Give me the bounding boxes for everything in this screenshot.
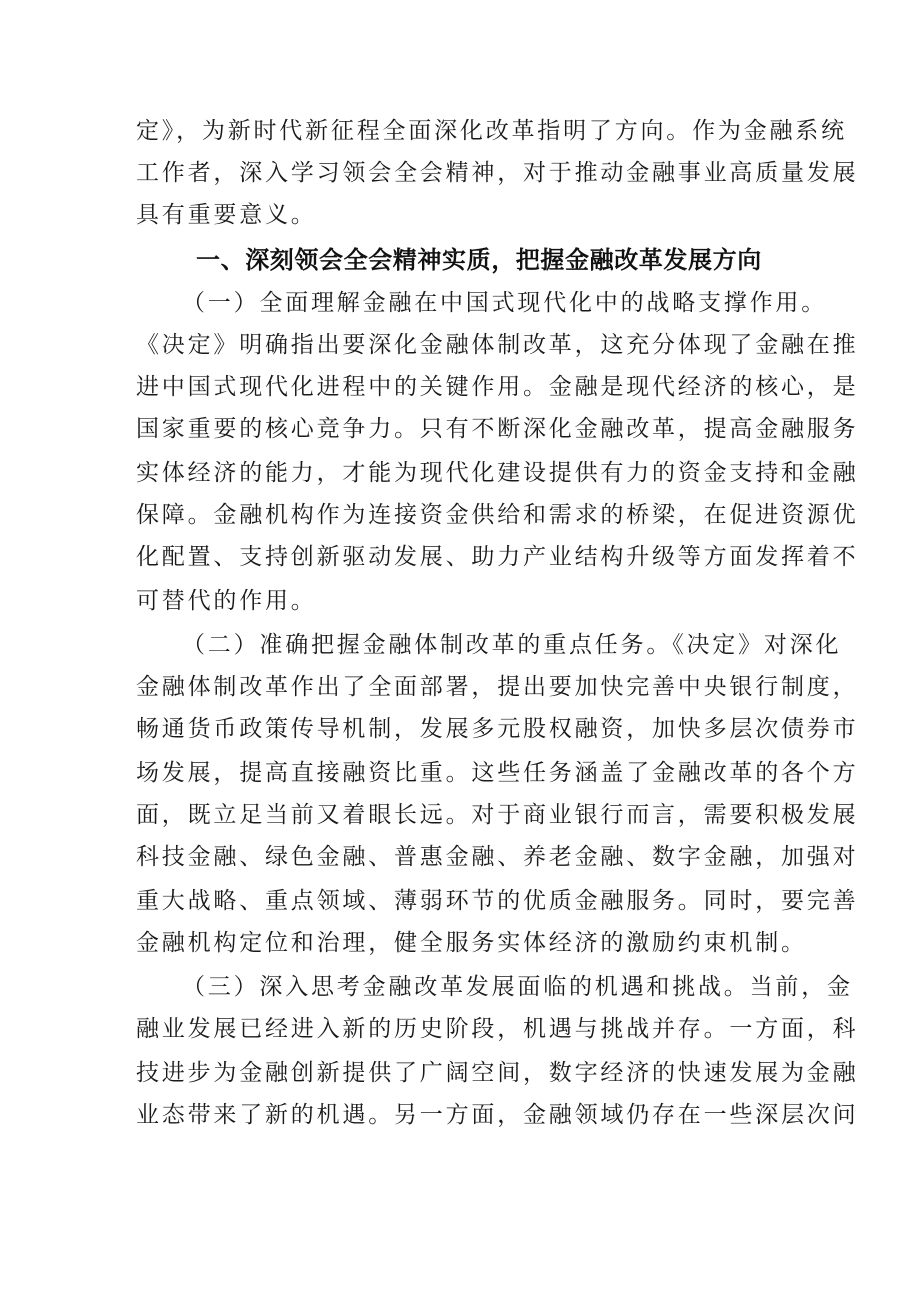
body-text-line: 进中国式现代化进程中的关键作用。金融是现代经济的核心，是: [136, 374, 859, 400]
body-text-line: 金融机构定位和治理，健全服务实体经济的激励约束机制。: [136, 930, 807, 956]
body-text-line: 畅通货币政策传导机制，发展多元股权融资，加快多层次债券市: [136, 716, 859, 742]
body-text-line: 《决定》明确指出要深化金融体制改革，这充分体现了金融在推: [136, 332, 859, 358]
section-heading: 一、深刻领会全会精神实质，把握金融改革发展方向: [196, 246, 762, 274]
body-text-line: 科技金融、绿色金融、普惠金融、养老金融、数字金融，加强对: [136, 844, 859, 870]
body-text-line: 融业发展已经进入新的历史阶段，机遇与挑战并存。一方面，科: [136, 1016, 859, 1042]
body-text-line: 工作者，深入学习领会全会精神，对于推动金融事业高质量发展: [136, 160, 859, 186]
body-text-line: 保障。金融机构作为连接资金供给和需求的桥梁，在促进资源优: [136, 502, 859, 528]
subsection-heading: （一）全面理解金融在中国式现代化中的战略支撑作用。: [182, 290, 827, 316]
body-text-line: 业态带来了新的机遇。另一方面，金融领域仍存在一些深层次问: [136, 1102, 859, 1128]
subsection-heading: （二）准确把握金融体制改革的重点任务。《决定》对深化: [182, 632, 842, 658]
subsection-heading: （三）深入思考金融改革发展面临的机遇和挑战。当前，金: [182, 974, 853, 1000]
body-text-line: 可替代的作用。: [136, 588, 317, 614]
body-text-line: 国家重要的核心竞争力。只有不断深化金融改革，提高金融服务: [136, 416, 859, 442]
body-text-line: 化配置、支持创新驱动发展、助力产业结构升级等方面发挥着不: [136, 544, 859, 570]
body-text-line: 重大战略、重点领域、薄弱环节的优质金融服务。同时，要完善: [136, 888, 859, 914]
body-text-line: 实体经济的能力，才能为现代化建设提供有力的资金支持和金融: [136, 460, 859, 486]
body-text-line: 具有重要意义。: [136, 202, 317, 228]
body-text-line: 面，既立足当前又着眼长远。对于商业银行而言，需要积极发展: [136, 802, 859, 828]
body-text-line: 金融体制改革作出了全面部署，提出要加快完善中央银行制度，: [136, 674, 859, 700]
body-text-line: 技进步为金融创新提供了广阔空间，数字经济的快速发展为金融: [136, 1060, 859, 1086]
body-text-line: 场发展，提高直接融资比重。这些任务涵盖了金融改革的各个方: [136, 760, 859, 786]
body-text-line: 定》，为新时代新征程全面深化改革指明了方向。作为金融系统: [136, 118, 847, 144]
